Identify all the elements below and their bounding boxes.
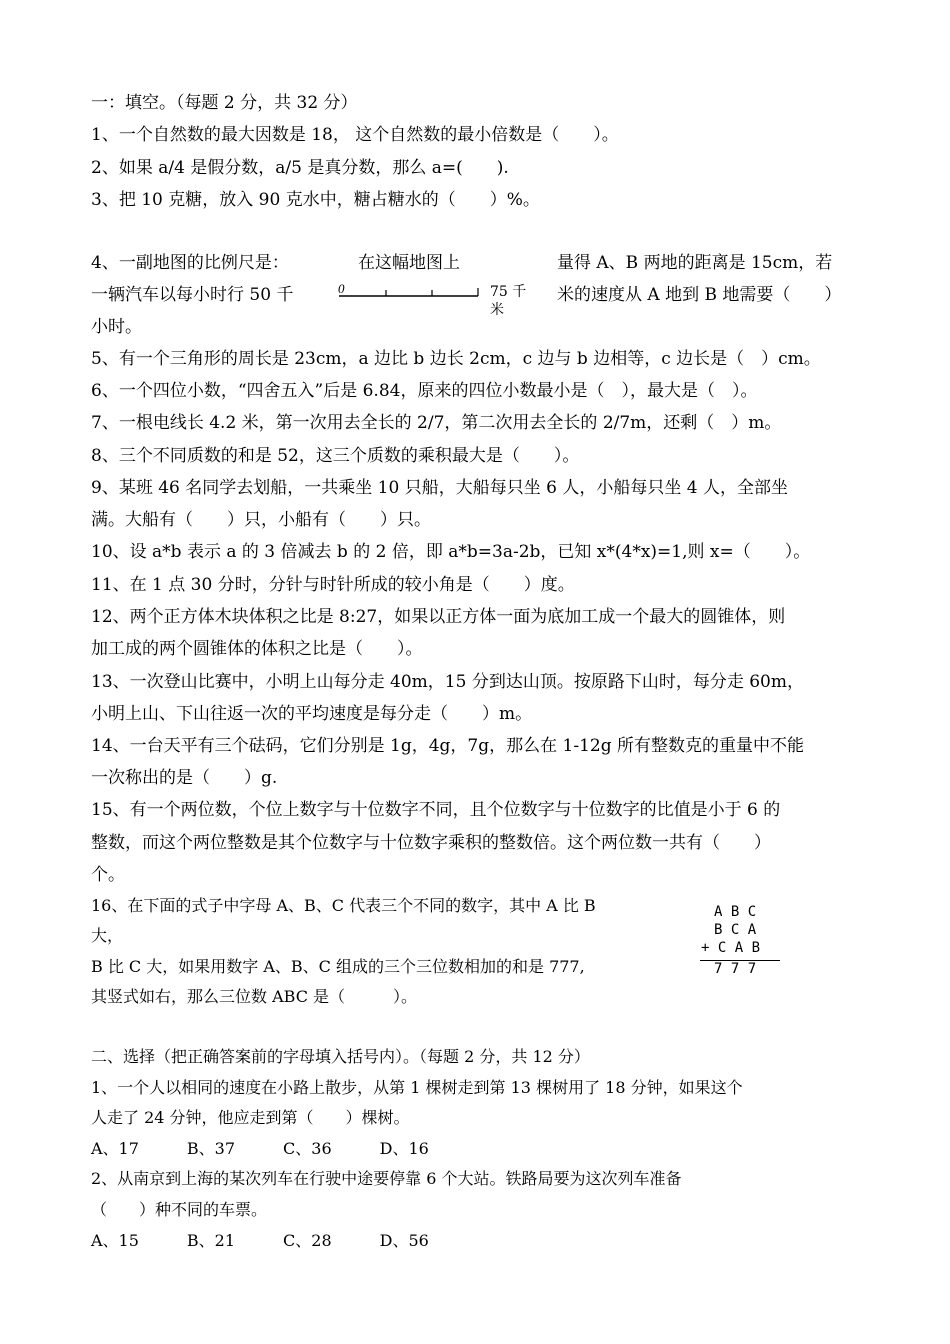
vertical-addition-sum: 7 7 7 [714,961,757,977]
question-12-line2: 加工成的两个圆锥体的体积之比是（ ）。 [91,639,423,659]
question-9-line1: 9、某班 46 名同学去划船，一共乘坐 10 只船，大船每只坐 6 人，小船每只坐 4 人，全部坐 [91,478,788,498]
vertical-addition-row2: B C A [714,922,757,938]
question-12-line1: 12、两个正方体木块体积之比是 8:27，如果以正方体一面为底加工成一个最大的圆锥体，则 [91,607,786,627]
question-11: 11、在 1 点 30 分时，分针与时针所成的较小角是（ ）度。 [91,575,575,595]
choice-question-1-options: A、17 B、37 C、36 D、16 [91,1139,429,1158]
question-9-line2: 满。大船有（ ）只，小船有（ ）只。 [91,510,431,530]
question-6: 6、一个四位小数，“四舍五入”后是 6.84，原来的四位小数最小是（ ），最大是（ ）。 [91,381,758,401]
choice-question-1-line1: 1、一个人以相同的速度在小路上散步，从第 1 棵树走到第 13 棵树用了 18 分钟，如果这个 [91,1078,743,1097]
question-4-part-d: 一辆汽车以每小时行 50 千 [91,285,294,305]
scale-distance-label [490,283,526,319]
choice-question-1-line2: 人走了 24 分钟，他应走到第（ ）棵树。 [91,1108,410,1127]
question-4-part-e: 米的速度从 A 地到 B 地需要（ ） [557,285,842,305]
question-15-line3: 个。 [91,865,125,885]
map-scale-bar [336,279,486,303]
question-16-line4: 其竖式如右，那么三位数 ABC 是（ ）。 [91,987,418,1006]
question-1: 1、一个自然数的最大因数是 18， 这个自然数的最小倍数是（ ）。 [91,125,619,145]
vertical-addition-row3: + C A B [701,940,761,956]
question-13-line1: 13、一次登山比赛中，小明上山每分走 40m，15 分到达山顶。按原路下山时，每分走 60m， [91,672,804,692]
choice-question-2-line1: 2、从南京到上海的某次列车在行驶中途要停靠 6 个大站。铁路局要为这次列车准备 [91,1169,682,1188]
question-16-line3: B 比 C 大，如果用数字 A、B、C 组成的三个三位数相加的和是 777, [91,957,585,976]
question-15-line1: 15、有一个两位数，个位上数字与十位数字不同，且个位数字与十位数字的比值是小于 6 的 [91,800,781,820]
vertical-addition-row1: A B C [714,904,757,920]
question-3: 3、把 10 克糖，放入 90 克水中，糖占糖水的（ ）%。 [91,190,540,210]
question-13-line2: 小明上山、下山往返一次的平均速度是每分走（ ）m。 [91,704,533,724]
question-10: 10、设 a*b 表示 a 的 3 倍减去 b 的 2 倍，即 a*b=3a-2b，已知 x*(4*x)=1,则 x=（ ）。 [91,542,811,562]
section2-title: 二、选择（把正确答案前的字母填入括号内）。（每题 2 分，共 12 分） [91,1047,590,1066]
question-7: 7、一根电线长 4.2 米，第一次用去全长的 2/7，第二次用去全长的 2/7m，还剩（ ）m。 [91,413,782,433]
question-14-line2: 一次称出的是（ ）g. [91,768,278,788]
question-2: 2、如果 a/4 是假分数，a/5 是真分数，那么 a=( ). [91,158,509,178]
choice-question-2-line2: （ ）种不同的车票。 [91,1200,268,1219]
scale-distance-line2: 米 [490,302,504,318]
question-5: 5、有一个三角形的周长是 23cm，a 边比 b 边长 2cm，c 边与 b 边相等，c 边长是（ ）cm。 [91,349,821,369]
question-4-part-f: 小时。 [91,317,142,337]
scale-zero-label: 0 [338,281,345,296]
question-4-part-b: 在这幅地图上 [358,253,460,273]
question-16-line1: 16、在下面的式子中字母 A、B、C 代表三个不同的数字，其中 A 比 B [91,896,596,915]
question-16-line2: 大， [91,926,124,945]
scale-distance-line1: 75 千 [490,284,527,300]
question-4-part-a: 4、一副地图的比例尺是： [91,253,289,273]
question-4-part-c: 量得 A、B 两地的距离是 15cm，若 [557,253,833,273]
question-14-line1: 14、一台天平有三个砝码，它们分别是 1g，4g，7g，那么在 1-12g 所有整数克的重量中不能 [91,736,805,756]
question-15-line2: 整数，而这个两位整数是其个位数字与十位数字乘积的整数倍。这个两位数一共有（ ） [91,833,771,853]
choice-question-2-options: A、15 B、21 C、28 D、56 [91,1231,429,1250]
question-8: 8、三个不同质数的和是 52，这三个质数的乘积最大是（ ）。 [91,446,580,466]
section1-title: 一：填空。（每题 2 分，共 32 分） [91,93,358,113]
